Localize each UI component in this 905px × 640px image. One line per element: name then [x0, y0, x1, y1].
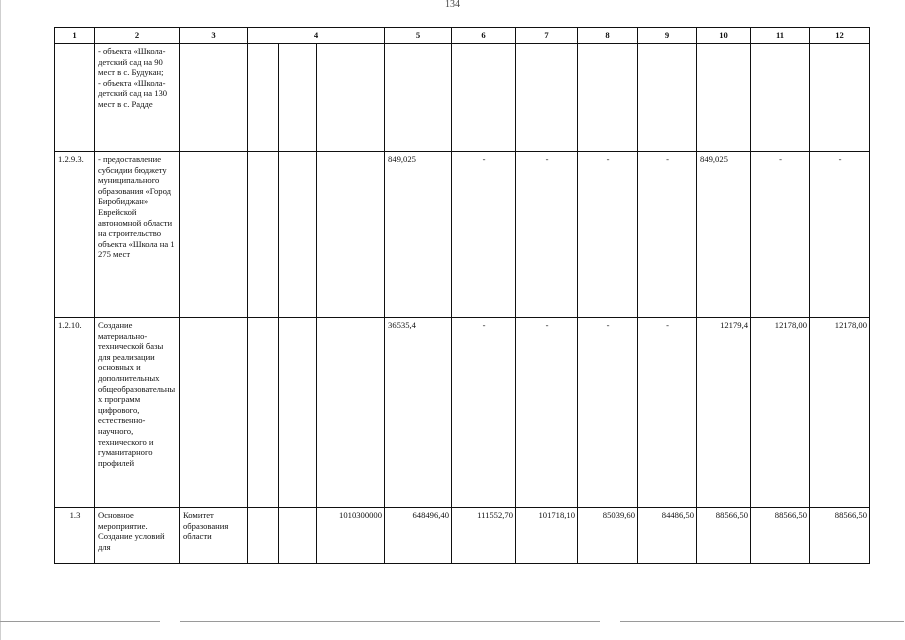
table-row [55, 508, 870, 564]
row-value: - [578, 152, 638, 318]
row-code: 1010300000 [317, 508, 385, 564]
row-value [810, 44, 870, 152]
row-value [516, 44, 578, 152]
row-value: - [452, 318, 516, 508]
row-value: - [578, 318, 638, 508]
row-name: Основное мероприятие. Создание условий для [95, 508, 180, 564]
row-id: 1.2.9.3. [55, 152, 95, 318]
row-value [751, 44, 810, 152]
row-id: 1.3 [55, 508, 95, 564]
row-value: - [810, 152, 870, 318]
row-name: - предоставление субсидии бюджету муниципального образования «Город Биробиджан» Еврейской автономной области на строительство объекта «Школа на 1 275 мест [95, 152, 180, 318]
header-cell: 10 [697, 28, 751, 44]
row-value: 88566,50 [697, 508, 751, 564]
budget-table [54, 27, 870, 564]
scan-line [180, 621, 600, 622]
header-cell: 3 [180, 28, 248, 44]
row-value: - [452, 152, 516, 318]
header-cell: 12 [810, 28, 870, 44]
header-cell: 8 [578, 28, 638, 44]
row-value: 88566,50 [751, 508, 810, 564]
table-row [55, 318, 870, 508]
row-total: 36535,4 [385, 318, 452, 508]
row-id [55, 44, 95, 152]
row-code-part [279, 152, 317, 318]
row-value: 85039,60 [578, 508, 638, 564]
table-header-row [55, 28, 870, 44]
row-code-part [248, 44, 279, 152]
row-value [697, 44, 751, 152]
header-cell: 9 [638, 28, 697, 44]
row-code-part [279, 508, 317, 564]
row-code-part [248, 508, 279, 564]
row-code-part [279, 318, 317, 508]
row-value [452, 44, 516, 152]
row-total: 648496,40 [385, 508, 452, 564]
scan-line [620, 621, 904, 622]
row-value: 849,025 [697, 152, 751, 318]
row-value: - [516, 152, 578, 318]
row-executor [180, 152, 248, 318]
row-value: - [516, 318, 578, 508]
row-value: 12179,4 [697, 318, 751, 508]
row-name: - объекта «Школа-детский сад на 90 мест в с. Будукан; - объекта «Школа-детский сад на 130 мест в с. Радде [95, 44, 180, 152]
scan-edge-line [0, 0, 1, 640]
row-code [317, 318, 385, 508]
table-row [55, 44, 870, 152]
row-code [317, 152, 385, 318]
row-code [317, 44, 385, 152]
row-executor [180, 318, 248, 508]
row-id: 1.2.10. [55, 318, 95, 508]
header-cell: 2 [95, 28, 180, 44]
row-code-part [248, 318, 279, 508]
row-code-part [248, 152, 279, 318]
scan-line [0, 621, 160, 622]
row-value: 88566,50 [810, 508, 870, 564]
header-cell: 4 [248, 28, 385, 44]
table-row [55, 152, 870, 318]
page-number: 134 [445, 0, 460, 10]
header-cell: 1 [55, 28, 95, 44]
header-cell: 7 [516, 28, 578, 44]
row-value: - [638, 152, 697, 318]
row-value [638, 44, 697, 152]
row-name: Создание материально-технической базы для реализации основных и дополнительных общеобразовательных программ цифрового, естественно-научного, технического и гуманитарного профилей [95, 318, 180, 508]
header-cell: 11 [751, 28, 810, 44]
row-value: - [751, 152, 810, 318]
header-cell: 5 [385, 28, 452, 44]
row-value: 12178,00 [751, 318, 810, 508]
row-value: 84486,50 [638, 508, 697, 564]
header-cell: 6 [452, 28, 516, 44]
row-value: - [638, 318, 697, 508]
row-value: 101718,10 [516, 508, 578, 564]
row-total [385, 44, 452, 152]
row-value: 12178,00 [810, 318, 870, 508]
row-value [578, 44, 638, 152]
row-total: 849,025 [385, 152, 452, 318]
row-executor [180, 44, 248, 152]
row-executor: Комитет образования области [180, 508, 248, 564]
row-value: 111552,70 [452, 508, 516, 564]
row-code-part [279, 44, 317, 152]
